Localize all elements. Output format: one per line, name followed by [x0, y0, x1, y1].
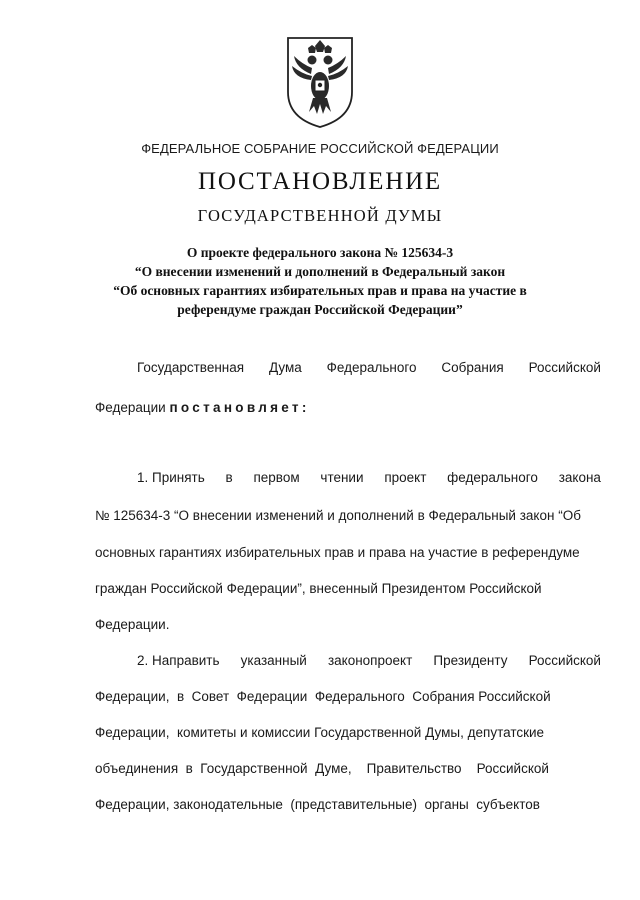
- word: Президенту: [433, 653, 508, 668]
- item-1-line: основных гарантиях избирательных прав и права на участие в референдуме: [95, 545, 580, 560]
- document-issuer: ГОСУДАРСТВЕННОЙ ДУМЫ: [197, 206, 443, 225]
- item-2-line: Федерации, комитеты и комиссии Государственной Думы, депутатские: [95, 725, 545, 740]
- word: Российской: [528, 360, 601, 375]
- subject-line: О проекте федерального закона № 125634-3: [186, 245, 454, 260]
- word: 2. Направить: [137, 653, 220, 668]
- item-1-line: [137, 470, 601, 485]
- subject-line: “О внесении изменений и дополнений в Федеральный закон: [134, 264, 506, 279]
- word: Российской: [528, 653, 601, 668]
- item-2-line: [137, 653, 601, 668]
- word: Собрания: [441, 360, 504, 375]
- document-subject: [40, 243, 600, 319]
- word: Государственная: [137, 360, 245, 375]
- word: в: [225, 470, 233, 485]
- item-1-line: № 125634-3 “О внесении изменений и дополнений в Федеральный закон “Об: [95, 508, 581, 523]
- word: Федерального: [326, 360, 417, 375]
- subject-line: “Об основных гарантиях избирательных прав и права на участие в: [113, 283, 527, 298]
- decree-word: постановляет:: [169, 400, 310, 415]
- organization-name: ФЕДЕРАЛЬНОЕ СОБРАНИЕ РОССИЙСКОЙ ФЕДЕРАЦИИ: [141, 141, 499, 156]
- item-2-line: Федерации, в Совет Федерации Федерального Собрания Российской: [95, 689, 551, 704]
- word: федерального: [447, 470, 538, 485]
- word: Федерации: [95, 400, 166, 415]
- word: указанный: [240, 653, 307, 668]
- word: чтении: [320, 470, 364, 485]
- word: закона: [558, 470, 601, 485]
- item-1-line: Федерации.: [95, 617, 170, 632]
- word: Дума: [268, 360, 302, 375]
- coat-of-arms-emblem: [282, 34, 358, 130]
- subject-line: референдуме граждан Российской Федерации”: [177, 302, 463, 317]
- document-type-title: ПОСТАНОВЛЕНИЕ: [197, 168, 442, 195]
- word: законопроект: [327, 653, 413, 668]
- item-1-line: граждан Российской Федерации”, внесенный Президентом Российской: [95, 581, 542, 596]
- word: первом: [253, 470, 300, 485]
- word: проект: [384, 470, 427, 485]
- preamble-line: [95, 400, 601, 415]
- item-2-line: Федерации, законодательные (представительные) органы субъектов: [95, 797, 540, 812]
- item-2-line: объединения в Государственной Думе, Правительство Российской: [95, 761, 549, 776]
- preamble-line: [137, 360, 601, 375]
- word: 1. Принять: [137, 470, 205, 485]
